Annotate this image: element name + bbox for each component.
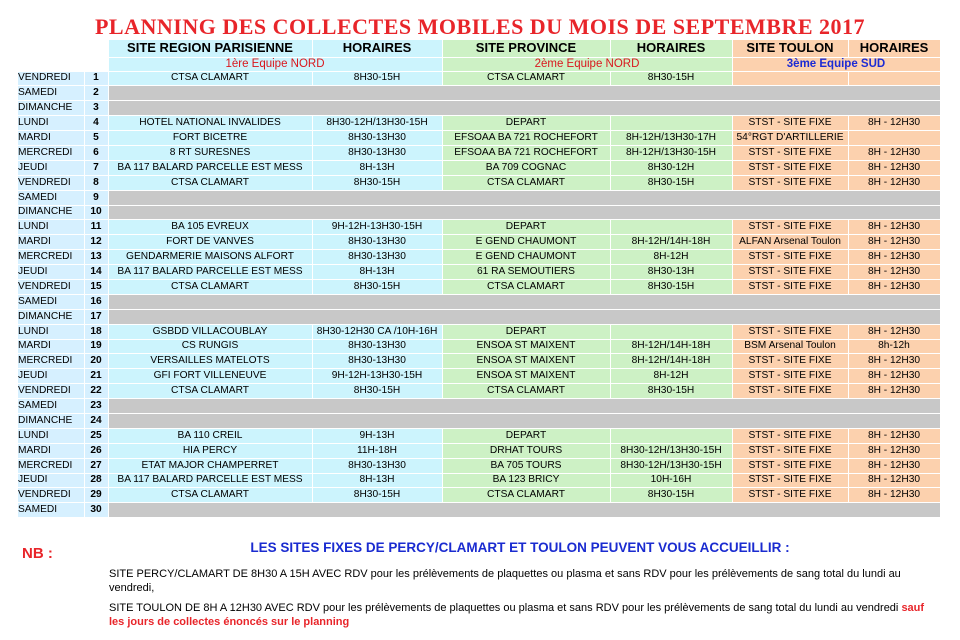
site-province: CTSA CLAMART bbox=[442, 279, 610, 294]
horaires-toulon: 8H - 12H30 bbox=[848, 235, 940, 250]
site-toulon: STST - SITE FIXE bbox=[732, 369, 848, 384]
site-province: ENSOA ST MAIXENT bbox=[442, 339, 610, 354]
day-name: SAMEDI bbox=[18, 190, 84, 205]
horaires-region-parisienne: 8H30-13H30 bbox=[312, 250, 442, 265]
schedule-row bbox=[18, 324, 940, 339]
site-region-parisienne: CTSA CLAMART bbox=[108, 384, 312, 399]
schedule-row bbox=[18, 235, 940, 250]
day-number: 13 bbox=[84, 250, 108, 265]
weekend-cell bbox=[108, 86, 940, 101]
site-toulon: BSM Arsenal Toulon bbox=[732, 339, 848, 354]
horaires-toulon: 8H - 12H30 bbox=[848, 220, 940, 235]
day-number: 11 bbox=[84, 220, 108, 235]
site-province: 61 RA SEMOUTIERS bbox=[442, 265, 610, 280]
day-name: SAMEDI bbox=[18, 294, 84, 309]
site-region-parisienne: ETAT MAJOR CHAMPERRET bbox=[108, 458, 312, 473]
day-number: 19 bbox=[84, 339, 108, 354]
site-toulon: STST - SITE FIXE bbox=[732, 458, 848, 473]
site-region-parisienne: CS RUNGIS bbox=[108, 339, 312, 354]
day-number: 23 bbox=[84, 399, 108, 414]
day-name: VENDREDI bbox=[18, 175, 84, 190]
header-spacer bbox=[18, 40, 84, 57]
site-region-parisienne: BA 105 EVREUX bbox=[108, 220, 312, 235]
schedule-row bbox=[18, 160, 940, 175]
header-site-province: SITE PROVINCE bbox=[442, 40, 610, 57]
site-province: E GEND CHAUMONT bbox=[442, 250, 610, 265]
site-region-parisienne: CTSA CLAMART bbox=[108, 175, 312, 190]
site-toulon: STST - SITE FIXE bbox=[732, 428, 848, 443]
site-toulon: STST - SITE FIXE bbox=[732, 488, 848, 503]
horaires-region-parisienne: 8H-13H bbox=[312, 473, 442, 488]
horaires-region-parisienne: 8H-13H bbox=[312, 160, 442, 175]
horaires-region-parisienne: 9H-13H bbox=[312, 428, 442, 443]
header-spacer bbox=[84, 40, 108, 57]
site-province: BA 705 TOURS bbox=[442, 458, 610, 473]
schedule-row bbox=[18, 369, 940, 384]
day-number: 18 bbox=[84, 324, 108, 339]
horaires-province: 8H30-13H bbox=[610, 265, 732, 280]
day-name: LUNDI bbox=[18, 116, 84, 131]
day-number: 15 bbox=[84, 279, 108, 294]
day-number: 9 bbox=[84, 190, 108, 205]
weekend-cell bbox=[108, 101, 940, 116]
day-name: MARDI bbox=[18, 131, 84, 146]
header-horaires-2: HORAIRES bbox=[610, 40, 732, 57]
horaires-toulon: 8H - 12H30 bbox=[848, 384, 940, 399]
horaires-province: 8H30-15H bbox=[610, 384, 732, 399]
horaires-province: 8H-12H/13H30-17H bbox=[610, 131, 732, 146]
site-province: EFSOAA BA 721 ROCHEFORT bbox=[442, 145, 610, 160]
day-name: VENDREDI bbox=[18, 384, 84, 399]
day-name: DIMANCHE bbox=[18, 413, 84, 428]
site-province: DEPART bbox=[442, 116, 610, 131]
day-name: LUNDI bbox=[18, 324, 84, 339]
horaires-region-parisienne: 9H-12H-13H30-15H bbox=[312, 220, 442, 235]
site-toulon: ALFAN Arsenal Toulon bbox=[732, 235, 848, 250]
nb-paragraph-percy-clamart: SITE PERCY/CLAMART DE 8H30 A 15H AVEC RDV pour les prélèvements de plaquettes ou plasma et sans RDV pour les prélèvements de sang total du lundi au vendredi, bbox=[109, 568, 901, 594]
site-province: BA 709 COGNAC bbox=[442, 160, 610, 175]
team-3-label: 3ème Equipe SUD bbox=[732, 57, 940, 71]
day-name: VENDREDI bbox=[18, 488, 84, 503]
horaires-toulon: 8H - 12H30 bbox=[848, 265, 940, 280]
schedule-row bbox=[18, 354, 940, 369]
day-number: 12 bbox=[84, 235, 108, 250]
day-name: MERCREDI bbox=[18, 250, 84, 265]
schedule-row bbox=[18, 443, 940, 458]
day-name: VENDREDI bbox=[18, 279, 84, 294]
horaires-province: 10H-16H bbox=[610, 473, 732, 488]
horaires-toulon: 8H - 12H30 bbox=[848, 250, 940, 265]
day-number: 22 bbox=[84, 384, 108, 399]
schedule-row bbox=[18, 503, 940, 518]
day-name: JEUDI bbox=[18, 265, 84, 280]
site-province: DEPART bbox=[442, 324, 610, 339]
site-toulon: STST - SITE FIXE bbox=[732, 443, 848, 458]
schedule-row bbox=[18, 175, 940, 190]
horaires-region-parisienne: 11H-18H bbox=[312, 443, 442, 458]
day-name: MERCREDI bbox=[18, 145, 84, 160]
site-region-parisienne: BA 117 BALARD PARCELLE EST MESS bbox=[108, 265, 312, 280]
day-number: 20 bbox=[84, 354, 108, 369]
horaires-toulon: 8H - 12H30 bbox=[848, 175, 940, 190]
day-name: JEUDI bbox=[18, 369, 84, 384]
schedule-row bbox=[18, 399, 940, 414]
site-toulon: STST - SITE FIXE bbox=[732, 175, 848, 190]
day-name: DIMANCHE bbox=[18, 101, 84, 116]
team-1-label: 1ère Equipe NORD bbox=[108, 57, 442, 71]
horaires-toulon: 8H - 12H30 bbox=[848, 369, 940, 384]
site-province: ENSOA ST MAIXENT bbox=[442, 354, 610, 369]
horaires-province bbox=[610, 324, 732, 339]
schedule-row bbox=[18, 131, 940, 146]
horaires-toulon: 8H - 12H30 bbox=[848, 443, 940, 458]
day-name: SAMEDI bbox=[18, 503, 84, 518]
day-number: 29 bbox=[84, 488, 108, 503]
day-number: 24 bbox=[84, 413, 108, 428]
site-province: CTSA CLAMART bbox=[442, 384, 610, 399]
site-region-parisienne: HIA PERCY bbox=[108, 443, 312, 458]
horaires-toulon: 8H - 12H30 bbox=[848, 458, 940, 473]
team-2-label: 2ème Equipe NORD bbox=[442, 57, 732, 71]
horaires-region-parisienne: 8H30-15H bbox=[312, 384, 442, 399]
site-toulon: 54°RGT D'ARTILLERIE bbox=[732, 131, 848, 146]
weekend-cell bbox=[108, 309, 940, 324]
weekend-cell bbox=[108, 399, 940, 414]
weekend-cell bbox=[108, 503, 940, 518]
site-province: DEPART bbox=[442, 428, 610, 443]
day-name: MARDI bbox=[18, 235, 84, 250]
site-province: CTSA CLAMART bbox=[442, 175, 610, 190]
horaires-province: 8H-12H/14H-18H bbox=[610, 235, 732, 250]
horaires-region-parisienne: 8H30-13H30 bbox=[312, 458, 442, 473]
day-number: 17 bbox=[84, 309, 108, 324]
day-name: MERCREDI bbox=[18, 458, 84, 473]
day-name: MARDI bbox=[18, 443, 84, 458]
day-number: 30 bbox=[84, 503, 108, 518]
horaires-toulon: 8H - 12H30 bbox=[848, 488, 940, 503]
site-region-parisienne: GFI FORT VILLENEUVE bbox=[108, 369, 312, 384]
site-province: BA 123 BRICY bbox=[442, 473, 610, 488]
day-number: 27 bbox=[84, 458, 108, 473]
site-region-parisienne: GSBDD VILLACOUBLAY bbox=[108, 324, 312, 339]
header-row bbox=[18, 40, 940, 57]
site-province: CTSA CLAMART bbox=[442, 488, 610, 503]
page-title: PLANNING DES COLLECTES MOBILES DU MOIS DE SEPTEMBRE 2017 bbox=[94, 14, 866, 39]
site-province: ENSOA ST MAIXENT bbox=[442, 369, 610, 384]
horaires-province: 8H-12H/14H-18H bbox=[610, 354, 732, 369]
horaires-toulon: 8H - 12H30 bbox=[848, 354, 940, 369]
horaires-toulon bbox=[848, 71, 940, 86]
day-number: 5 bbox=[84, 131, 108, 146]
horaires-toulon: 8H - 12H30 bbox=[848, 324, 940, 339]
day-name: MARDI bbox=[18, 339, 84, 354]
schedule-row bbox=[18, 145, 940, 160]
horaires-province: 8H30-15H bbox=[610, 488, 732, 503]
horaires-province: 8H30-12H/13H30-15H bbox=[610, 458, 732, 473]
day-number: 4 bbox=[84, 116, 108, 131]
weekend-cell bbox=[108, 294, 940, 309]
horaires-region-parisienne: 8H30-13H30 bbox=[312, 339, 442, 354]
day-name: JEUDI bbox=[18, 160, 84, 175]
day-name: VENDREDI bbox=[18, 71, 84, 86]
horaires-province: 8H30-12H/13H30-15H bbox=[610, 443, 732, 458]
nb-paragraph-toulon-text: SITE TOULON DE 8H A 12H30 AVEC RDV pour les prélèvements de plaquettes ou plasma et sans RDV pour les prélèvements de sang total du lundi au vendredi bbox=[109, 602, 899, 614]
horaires-region-parisienne: 8H30-13H30 bbox=[312, 131, 442, 146]
schedule-row bbox=[18, 279, 940, 294]
horaires-region-parisienne: 8H30-15H bbox=[312, 488, 442, 503]
schedule-row bbox=[18, 473, 940, 488]
horaires-toulon bbox=[848, 131, 940, 146]
horaires-region-parisienne: 8H30-13H30 bbox=[312, 235, 442, 250]
day-number: 1 bbox=[84, 71, 108, 86]
site-province: E GEND CHAUMONT bbox=[442, 235, 610, 250]
horaires-region-parisienne: 8H30-13H30 bbox=[312, 145, 442, 160]
horaires-province: 8H-12H/14H-18H bbox=[610, 339, 732, 354]
site-region-parisienne: CTSA CLAMART bbox=[108, 279, 312, 294]
day-number: 8 bbox=[84, 175, 108, 190]
day-number: 21 bbox=[84, 369, 108, 384]
team-spacer bbox=[84, 57, 108, 71]
schedule-row bbox=[18, 220, 940, 235]
nb-label: NB : bbox=[22, 545, 53, 562]
day-name: JEUDI bbox=[18, 473, 84, 488]
schedule-row bbox=[18, 488, 940, 503]
site-toulon: STST - SITE FIXE bbox=[732, 160, 848, 175]
site-region-parisienne: FORT BICETRE bbox=[108, 131, 312, 146]
horaires-province: 8H30-15H bbox=[610, 175, 732, 190]
nb-title: LES SITES FIXES DE PERCY/CLAMART ET TOULON PEUVENT VOUS ACCUEILLIR : bbox=[250, 540, 790, 555]
day-name: LUNDI bbox=[18, 428, 84, 443]
site-toulon: STST - SITE FIXE bbox=[732, 145, 848, 160]
day-number: 16 bbox=[84, 294, 108, 309]
horaires-toulon: 8H - 12H30 bbox=[848, 473, 940, 488]
team-row bbox=[18, 57, 940, 71]
schedule-row bbox=[18, 190, 940, 205]
site-region-parisienne: VERSAILLES MATELOTS bbox=[108, 354, 312, 369]
day-name: SAMEDI bbox=[18, 86, 84, 101]
site-region-parisienne: BA 110 CREIL bbox=[108, 428, 312, 443]
horaires-province: 8H30-15H bbox=[610, 71, 732, 86]
team-spacer bbox=[18, 57, 84, 71]
weekend-cell bbox=[108, 413, 940, 428]
horaires-toulon: 8H - 12H30 bbox=[848, 145, 940, 160]
site-region-parisienne: GENDARMERIE MAISONS ALFORT bbox=[108, 250, 312, 265]
horaires-toulon: 8h-12h bbox=[848, 339, 940, 354]
site-toulon: STST - SITE FIXE bbox=[732, 279, 848, 294]
day-number: 28 bbox=[84, 473, 108, 488]
site-region-parisienne: BA 117 BALARD PARCELLE EST MESS bbox=[108, 160, 312, 175]
day-name: SAMEDI bbox=[18, 399, 84, 414]
schedule-row bbox=[18, 71, 940, 86]
site-region-parisienne: CTSA CLAMART bbox=[108, 71, 312, 86]
site-province: DEPART bbox=[442, 220, 610, 235]
schedule-row bbox=[18, 250, 940, 265]
day-number: 25 bbox=[84, 428, 108, 443]
schedule-row bbox=[18, 265, 940, 280]
horaires-toulon: 8H - 12H30 bbox=[848, 428, 940, 443]
nb-paragraph-toulon-highlight: sauf les jours de collectes énoncés sur le planning bbox=[109, 602, 925, 628]
day-number: 7 bbox=[84, 160, 108, 175]
horaires-toulon: 8H - 12H30 bbox=[848, 160, 940, 175]
horaires-region-parisienne: 8H30-13H30 bbox=[312, 354, 442, 369]
horaires-province: 8H-12H/13H30-15H bbox=[610, 145, 732, 160]
horaires-region-parisienne: 8H30-12H30 CA /10H-16H bbox=[312, 324, 442, 339]
horaires-region-parisienne: 8H30-15H bbox=[312, 175, 442, 190]
day-name: LUNDI bbox=[18, 220, 84, 235]
site-region-parisienne: 8 RT SURESNES bbox=[108, 145, 312, 160]
schedule-row bbox=[18, 86, 940, 101]
schedule-row bbox=[18, 384, 940, 399]
site-toulon: STST - SITE FIXE bbox=[732, 220, 848, 235]
horaires-province: 8H-12H bbox=[610, 250, 732, 265]
site-toulon: STST - SITE FIXE bbox=[732, 116, 848, 131]
horaires-toulon: 8H - 12H30 bbox=[848, 116, 940, 131]
site-toulon: STST - SITE FIXE bbox=[732, 384, 848, 399]
header-site-toulon: SITE TOULON bbox=[732, 40, 848, 57]
header-horaires-3: HORAIRES bbox=[848, 40, 940, 57]
schedule-row bbox=[18, 413, 940, 428]
site-province: DRHAT TOURS bbox=[442, 443, 610, 458]
day-number: 14 bbox=[84, 265, 108, 280]
site-toulon: STST - SITE FIXE bbox=[732, 354, 848, 369]
horaires-province bbox=[610, 116, 732, 131]
day-name: DIMANCHE bbox=[18, 309, 84, 324]
site-toulon: STST - SITE FIXE bbox=[732, 324, 848, 339]
horaires-region-parisienne: 8H30-12H/13H30-15H bbox=[312, 116, 442, 131]
day-number: 26 bbox=[84, 443, 108, 458]
weekend-cell bbox=[108, 190, 940, 205]
horaires-region-parisienne: 8H-13H bbox=[312, 265, 442, 280]
horaires-province bbox=[610, 220, 732, 235]
schedule-row bbox=[18, 458, 940, 473]
horaires-region-parisienne: 9H-12H-13H30-15H bbox=[312, 369, 442, 384]
site-toulon bbox=[732, 71, 848, 86]
site-toulon: STST - SITE FIXE bbox=[732, 250, 848, 265]
horaires-toulon: 8H - 12H30 bbox=[848, 279, 940, 294]
horaires-province: 8H30-12H bbox=[610, 160, 732, 175]
weekend-cell bbox=[108, 205, 940, 220]
site-region-parisienne: HOTEL NATIONAL INVALIDES bbox=[108, 116, 312, 131]
day-name: MERCREDI bbox=[18, 354, 84, 369]
header-site-region-parisienne: SITE REGION PARISIENNE bbox=[108, 40, 312, 57]
nb-paragraph-toulon bbox=[109, 601, 939, 629]
day-number: 10 bbox=[84, 205, 108, 220]
site-region-parisienne: FORT DE VANVES bbox=[108, 235, 312, 250]
schedule-row bbox=[18, 116, 940, 131]
schedule-row bbox=[18, 101, 940, 116]
day-number: 3 bbox=[84, 101, 108, 116]
day-number: 6 bbox=[84, 145, 108, 160]
site-region-parisienne: CTSA CLAMART bbox=[108, 488, 312, 503]
horaires-region-parisienne: 8H30-15H bbox=[312, 71, 442, 86]
header-horaires-1: HORAIRES bbox=[312, 40, 442, 57]
site-region-parisienne: BA 117 BALARD PARCELLE EST MESS bbox=[108, 473, 312, 488]
site-province: EFSOAA BA 721 ROCHEFORT bbox=[442, 131, 610, 146]
schedule-row bbox=[18, 428, 940, 443]
day-name: DIMANCHE bbox=[18, 205, 84, 220]
schedule-row bbox=[18, 309, 940, 324]
day-number: 2 bbox=[84, 86, 108, 101]
schedule-row bbox=[18, 205, 940, 220]
schedule-row bbox=[18, 294, 940, 309]
horaires-province: 8H-12H bbox=[610, 369, 732, 384]
planning-table bbox=[18, 40, 941, 518]
horaires-province bbox=[610, 428, 732, 443]
schedule-row bbox=[18, 339, 940, 354]
horaires-region-parisienne: 8H30-15H bbox=[312, 279, 442, 294]
site-province: CTSA CLAMART bbox=[442, 71, 610, 86]
site-toulon: STST - SITE FIXE bbox=[732, 473, 848, 488]
site-toulon: STST - SITE FIXE bbox=[732, 265, 848, 280]
horaires-province: 8H30-15H bbox=[610, 279, 732, 294]
